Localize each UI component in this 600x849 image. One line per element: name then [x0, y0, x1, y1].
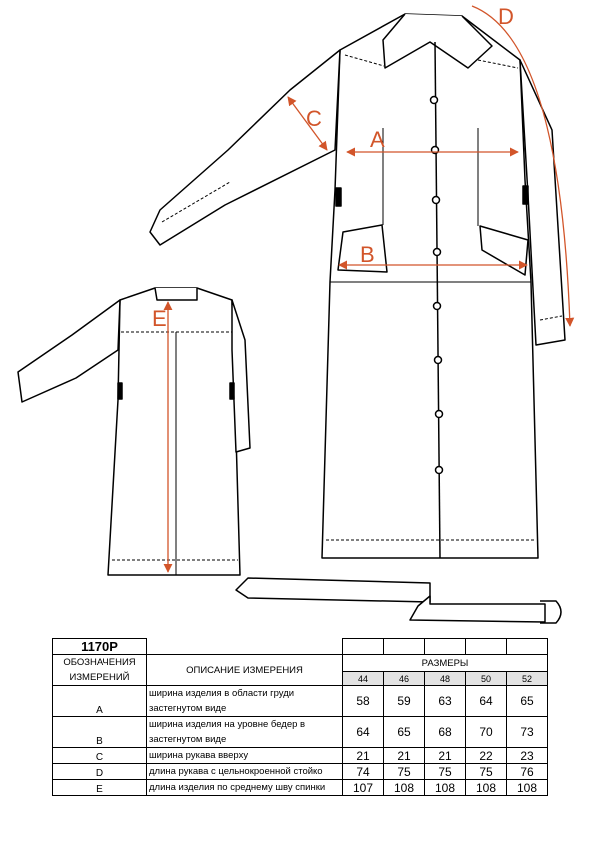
measure-description: длина рукава с цельнокроенной стойко: [147, 764, 343, 780]
size-cell: 52: [507, 672, 548, 686]
value-cell: 108: [384, 780, 425, 796]
value-cell: 76: [507, 764, 548, 780]
value-cell: 21: [425, 748, 466, 764]
measure-code: C: [53, 748, 147, 764]
value-cell: 59: [384, 686, 425, 717]
measure-c-label: C: [306, 106, 322, 131]
value-cell: 64: [466, 686, 507, 717]
front-body-outline: [322, 14, 538, 558]
value-cell: 21: [343, 748, 384, 764]
measure-description: длина изделия по среднему шву спинки: [147, 780, 343, 796]
measure-code: D: [53, 764, 147, 780]
value-cell: 23: [507, 748, 548, 764]
measure-d-label: D: [498, 4, 514, 29]
value-cell: 75: [466, 764, 507, 780]
back-right-sleeve: [232, 300, 250, 452]
front-belt-loop-left: [336, 188, 341, 206]
measure-code: B: [53, 717, 147, 748]
front-left-sleeve: [150, 50, 340, 245]
measure-a-label: A: [370, 127, 385, 152]
measure-description: ширина изделия в области груди застегнутом виде: [147, 686, 343, 717]
value-cell: 75: [425, 764, 466, 780]
value-cell: 58: [343, 686, 384, 717]
table-row: [53, 717, 548, 748]
value-cell: 63: [425, 686, 466, 717]
value-cell: 22: [466, 748, 507, 764]
header-sizes: РАЗМЕРЫ: [343, 655, 548, 672]
size-cell: 48: [425, 672, 466, 686]
value-cell: 70: [466, 717, 507, 748]
size-cell: 44: [343, 672, 384, 686]
value-cell: 64: [343, 717, 384, 748]
belt: [236, 578, 561, 623]
size-table: [52, 638, 548, 796]
table-row: [53, 780, 548, 796]
measure-b-label: B: [360, 242, 375, 267]
measure-description: ширина изделия на уровне бедер в застегнутом виде: [147, 717, 343, 748]
table-row: [53, 764, 548, 780]
value-cell: 65: [507, 686, 548, 717]
value-cell: 108: [425, 780, 466, 796]
measure-code: A: [53, 686, 147, 717]
table-header-row: [53, 655, 548, 672]
size-cell: 46: [384, 672, 425, 686]
table-title-row: [53, 639, 548, 655]
model-code: 1170P: [53, 639, 147, 655]
value-cell: 73: [507, 717, 548, 748]
measure-e-label: E: [152, 306, 167, 331]
size-cell: 50: [466, 672, 507, 686]
back-belt-loop-right: [230, 383, 234, 399]
value-cell: 75: [384, 764, 425, 780]
header-description: ОПИСАНИЕ ИЗМЕРЕНИЯ: [147, 655, 343, 686]
value-cell: 68: [425, 717, 466, 748]
front-belt-loop-right: [523, 186, 528, 204]
measure-description: ширина рукава вверху: [147, 748, 343, 764]
value-cell: 21: [384, 748, 425, 764]
value-cell: 108: [507, 780, 548, 796]
measure-code: E: [53, 780, 147, 796]
table-row: [53, 748, 548, 764]
value-cell: 108: [466, 780, 507, 796]
back-body-outline: [108, 288, 240, 575]
back-left-sleeve: [18, 300, 120, 402]
table-row: [53, 686, 548, 717]
value-cell: 65: [384, 717, 425, 748]
header-codes: ОБОЗНАЧЕНИЯ ИЗМЕРЕНИЙ: [53, 655, 147, 686]
value-cell: 107: [343, 780, 384, 796]
back-view: [18, 288, 250, 575]
value-cell: 74: [343, 764, 384, 780]
back-collar: [155, 288, 197, 300]
back-belt-loop-left: [118, 383, 122, 399]
